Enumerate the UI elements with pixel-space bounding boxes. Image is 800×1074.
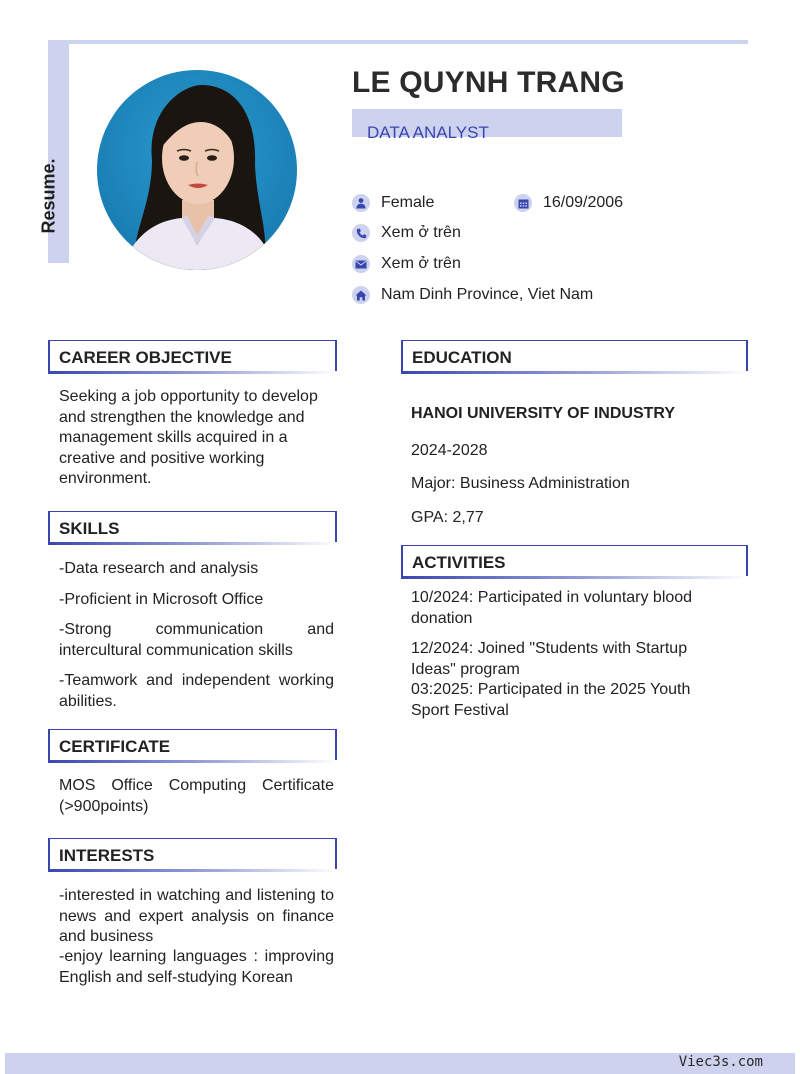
address-value: Nam Dinh Province, Viet Nam [381,286,594,303]
email-icon [352,255,370,273]
phone-row [352,224,461,242]
activities-heading-text: ACTIVITIES [412,552,506,572]
certificate-heading-text: CERTIFICATE [59,736,171,756]
interests-text-1: -interested in watching and listening to news and expert analysis on finance and business [59,887,334,945]
email-row [352,255,461,273]
birthdate-row [514,194,623,212]
skills-heading [48,511,337,545]
skills-heading-text: SKILLS [59,518,120,538]
education-heading-text: EDUCATION [412,347,512,367]
education-heading [401,340,748,374]
profile-photo [97,70,297,270]
address-row [352,286,593,304]
gender-value: Female [381,194,435,211]
education-gpa: GPA: 2,77 [411,509,484,526]
job-title: DATA ANALYST [367,123,489,142]
activities-heading [401,545,748,579]
career-objective-heading-text: CAREER OBJECTIVE [59,347,232,367]
header-top-rule [48,40,748,44]
education-school: HANOI UNIVERSITY OF INDUSTRY [411,405,676,422]
activity-item: 03:2025: Participated in the 2025 Youth Sport Festival [411,681,691,719]
gender-row [352,194,434,212]
skill-item: -Strong communication and intercultural communication skills [59,621,334,659]
skill-item: -Proficient in Microsoft Office [59,591,264,608]
activity-item: 10/2024: Participated in voluntary blood donation [411,589,693,627]
interests-heading [48,838,337,872]
skill-item: -Teamwork and independent working abilities. [59,672,334,710]
calendar-icon [514,194,532,212]
education-years: 2024-2028 [411,442,488,459]
interests-heading-text: INTERESTS [59,845,155,865]
career-objective-heading [48,340,337,374]
footer-watermark: Viec3s.com [678,1054,763,1070]
birthdate-value: 16/09/2006 [543,194,624,211]
skill-item: -Data research and analysis [59,560,259,577]
activity-item: 12/2024: Joined "Students with Startup Ideas" program [411,640,688,678]
education-major: Major: Business Administration [411,475,630,492]
certificate-heading [48,729,337,763]
candidate-name: LE QUYNH TRANG [352,66,625,99]
footer-band [5,1053,795,1074]
home-icon [352,286,370,304]
email-value: Xem ở trên [381,255,461,272]
certificate-text: MOS Office Computing Certificate (>900points) [59,777,334,815]
phone-value: Xem ở trên [381,224,461,241]
interests-text-2: -enjoy learning languages : improving English and self-studying Korean [59,948,334,986]
phone-icon [352,224,370,242]
career-objective-text: Seeking a job opportunity to develop and strengthen the knowledge and management skills acquired in a creative and positive working environment. [59,388,318,487]
person-icon [352,194,370,212]
resume-label: Resume. [38,158,59,234]
